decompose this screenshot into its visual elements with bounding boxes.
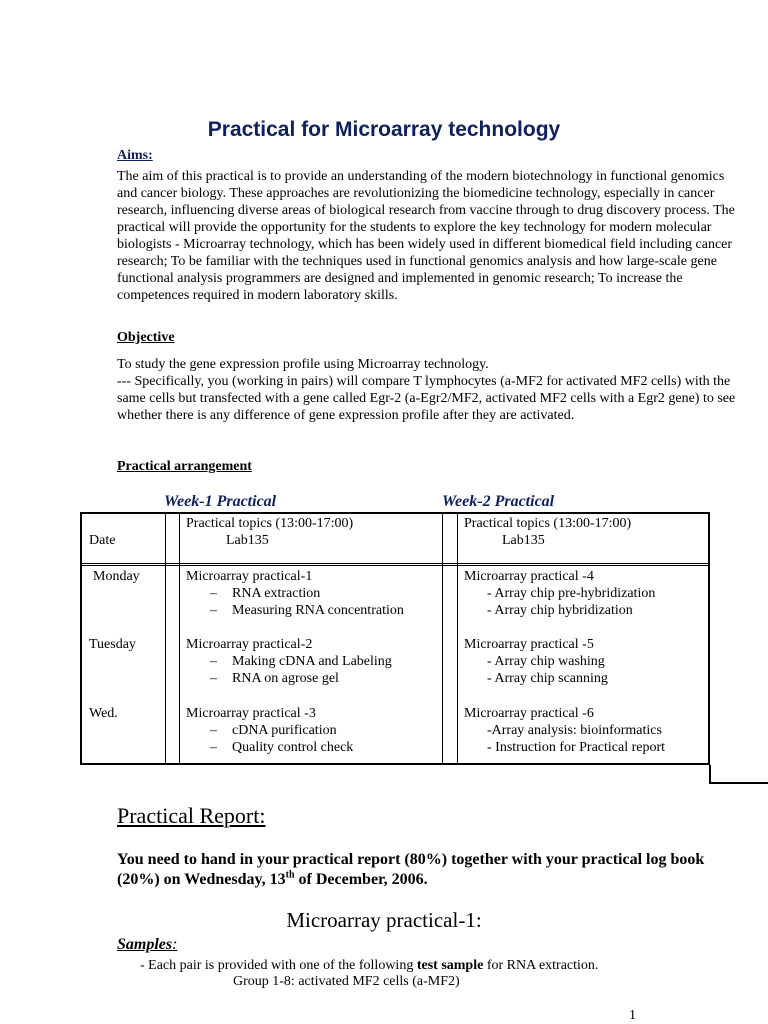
week2-session-title: Microarray practical -6 (464, 706, 594, 721)
week1-session-title: Microarray practical-2 (186, 637, 313, 652)
week1-topics-header: Practical topics (13:00-17:00) (186, 516, 354, 531)
aims-heading: Aims: (117, 148, 153, 163)
day-tuesday: Tuesday (89, 637, 136, 652)
week1-session-title: Microarray practical-1 (186, 569, 313, 584)
week2-session-item: - Array chip hybridization (487, 603, 633, 618)
week2-session-item: - Array chip scanning (487, 671, 608, 686)
week1-session-item: – cDNA purification (210, 723, 337, 738)
aims-paragraph: The aim of this practical is to provide an understanding of the modern biotechnology in functional genomics and cancer biology. These approaches are revolutionizing the biomedicine technology, especially in cancer research, influencing diverse areas of biological research from vaccine through to drug discovery process. The practical will provide the opportunity for the students to explore the key technology for modern molecular biologists - Microarray technology, which has been widely used in different biomedical field including cancer research; To be familiar with the techniques used in functional genomics analysis and how large-scale gene functional analysis programmers are designed and implemented in genomic research; To increase the competences required in modern laboratory skills. (117, 169, 735, 303)
week1-session-item: – RNA on agrose gel (210, 671, 339, 686)
objective-line-1: To study the gene expression profile using Microarray technology. (117, 357, 489, 372)
day-monday: Monday (93, 569, 140, 584)
week-1-title: Week-1 Practical (164, 493, 277, 510)
week1-session-item: – RNA extraction (210, 586, 321, 601)
week2-room: Lab135 (502, 533, 545, 548)
sample-instruction: - Each pair is provided with one of the following test sample for RNA extraction. (140, 958, 599, 973)
week1-room: Lab135 (226, 533, 269, 548)
week2-session-title: Microarray practical -4 (464, 569, 594, 584)
samples-heading: Samples: (117, 936, 178, 953)
document-title: Practical for Microarray technology (207, 118, 561, 141)
week2-session-title: Microarray practical -5 (464, 637, 594, 652)
report-heading: Practical Report: (117, 803, 266, 828)
sample-group: Group 1-8: activated MF2 cells (a-MF2) (233, 974, 460, 989)
objective-line-2: --- Specifically, you (working in pairs) will compare T lymphocytes (a-MF2 for activated MF2 cells) with the same cells but transfected with a gene called Egr-2 (a-Egr2/MF2, activated MF2 cells with a Egr2 gene) to see whether there is any difference of gene expression profile after they are activated. (117, 374, 736, 423)
week1-session-item: – Quality control check (210, 740, 354, 755)
table-divider (179, 514, 180, 763)
arrangement-heading: Practical arrangement (117, 459, 252, 474)
week2-session-item: - Array chip washing (487, 654, 605, 669)
page-number: 1 (629, 1008, 636, 1023)
week1-session-title: Microarray practical -3 (186, 706, 316, 721)
objective-paragraph (117, 356, 737, 424)
schedule-table (80, 512, 710, 765)
week2-topics-header: Practical topics (13:00-17:00) (464, 516, 632, 531)
day-wednesday: Wed. (89, 706, 118, 721)
table-header-rule (82, 563, 708, 566)
week1-session-item: – Making cDNA and Labeling (210, 654, 392, 669)
table-divider (165, 514, 166, 763)
objective-heading: Objective (117, 330, 175, 345)
week-2-title: Week-2 Practical (442, 493, 555, 510)
practical-1-heading: Microarray practical-1: (286, 908, 482, 932)
week2-session-item: - Array chip pre-hybridization (487, 586, 656, 601)
week2-session-item: -Array analysis: bioinformatics (487, 723, 662, 738)
report-paragraph: You need to hand in your practical report (80%) together with your practical log book (20%) on Wednesday, 13th of December, 2006. (117, 851, 705, 888)
week1-session-item: – Measuring RNA concentration (210, 603, 404, 618)
week2-session-item: - Instruction for Practical report (487, 740, 666, 755)
date-header: Date (89, 533, 116, 548)
table-divider (442, 514, 443, 763)
table-divider (457, 514, 458, 763)
corner-rule (709, 782, 768, 784)
